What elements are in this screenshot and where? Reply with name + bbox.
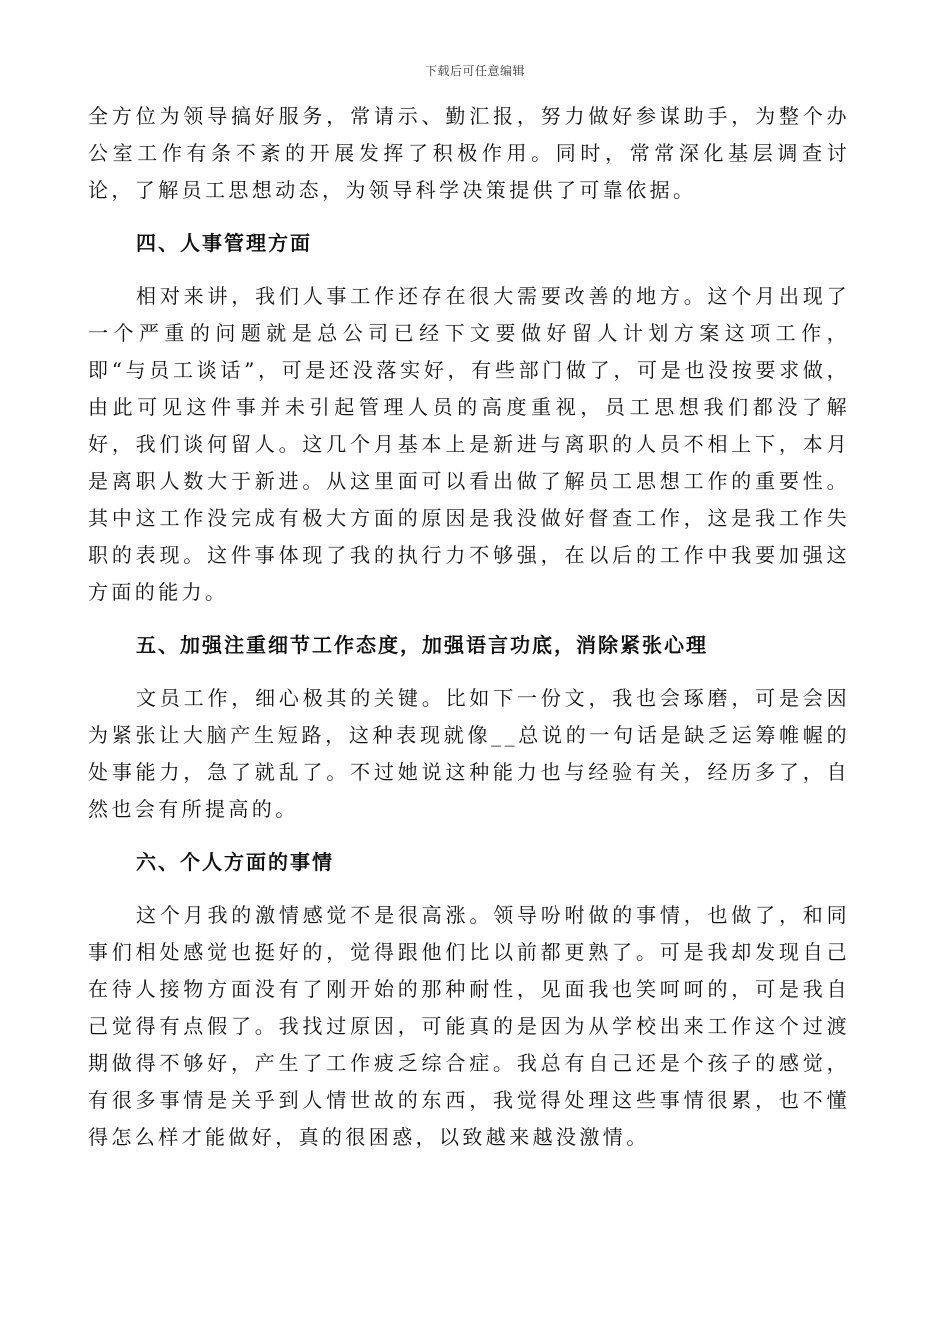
spacer bbox=[88, 828, 850, 844]
spacer bbox=[88, 262, 850, 278]
spacer bbox=[88, 881, 850, 897]
intro-paragraph: 全方位为领导搞好服务，常请示、勤汇报，努力做好参谋助手，为整个办公室工作有条不紊的开展发挥了积极作用。同时，常常深化基层调查讨论，了解员工思想动态，为领导科学决策提供了可靠依据。 bbox=[88, 104, 850, 202]
spacer bbox=[88, 611, 850, 627]
section-5-paragraph: 文员工作，细心极其的关键。比如下一份文，我也会琢磨，可是会因为紧张让大脑产生短路，这种表现就像__总说的一句话是缺乏运筹帷幄的处事能力，急了就乱了。不过她说这种能力也与经验有关，经历多了，自然也会有所提高的。 bbox=[88, 686, 850, 821]
section-6-heading: 六、个人方面的事情 bbox=[136, 850, 334, 874]
section-4-heading: 四、人事管理方面 bbox=[136, 231, 312, 255]
section-5-heading: 五、加强注重细节工作态度，加强语言功底，消除紧张心理 bbox=[136, 633, 708, 657]
spacer bbox=[88, 209, 850, 225]
page-header-note: 下载后可任意编辑 bbox=[424, 64, 525, 78]
section-6-paragraph: 这个月我的激情感觉不是很高涨。领导吩咐做的事情，也做了，和同事们相处感觉也挺好的，觉得跟他们比以前都更熟了。可是我却发现自己在待人接物方面没有了刚开始的那种耐性，见面我也笑呵呵的，可是我自己觉得有点假了。我找过原因，可能真的是因为从学校出来工作这个过渡期做得不够好，产生了工作疲乏综合症。我总有自己还是个孩子的感觉，有很多事情是关乎到人情世故的东西，我觉得处理这些事情很累，也不懂得怎么样才能做好，真的很困惑，以致越来越没激情。 bbox=[88, 903, 850, 1149]
section-4-paragraph: 相对来讲，我们人事工作还存在很大需要改善的地方。这个月出现了一个严重的问题就是总公司已经下文要做好留人计划方案这项工作，即“与员工谈话”，可是还没落实好，有些部门做了，可是也没按要求做，由此可见这件事并未引起管理人员的高度重视，员工思想我们都没了解好，我们谈何留人。这几个月基本上是新进与离职的人员不相上下，本月是离职人数大于新进。从这里面可以看出做了解员工思想工作的重要性。其中这工作没完成有极大方面的原因是我没做好督查工作，这是我工作失职的表现。这件事体现了我的执行力不够强，在以后的工作中我要加强这方面的能力。 bbox=[88, 284, 850, 604]
spacer bbox=[88, 664, 850, 680]
document-body bbox=[88, 98, 850, 1156]
